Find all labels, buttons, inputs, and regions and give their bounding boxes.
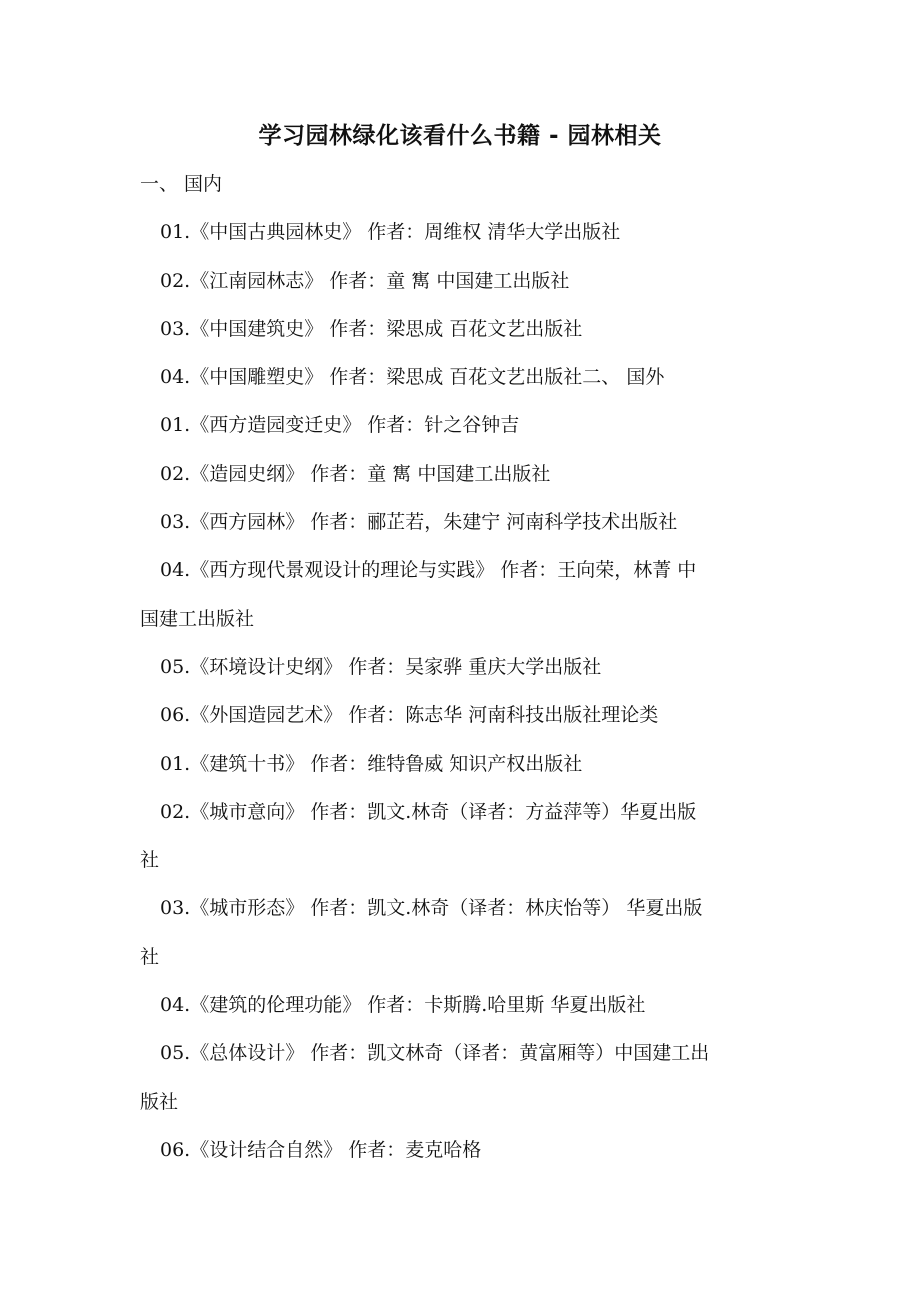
book-entry: 06.《设计结合自然》 作者：麦克哈格 — [160, 1138, 482, 1161]
book-entry: 02.《城市意向》 作者：凯文.林奇（译者：方益萍等）华夏出版 — [160, 800, 697, 823]
document-title: 学习园林绿化该看什么书籍 - 园林相关 — [258, 123, 662, 149]
book-entry-continuation: 社 — [140, 945, 160, 968]
book-entry: 04.《中国雕塑史》 作者：梁思成 百花文艺出版社二、 国外 — [160, 366, 665, 389]
book-entry: 03.《西方园林》 作者：郦芷若，朱建宁 河南科学技术出版社 — [160, 511, 678, 534]
document-body — [140, 160, 790, 1174]
book-entry: 04.《建筑的伦理功能》 作者：卡斯腾.哈里斯 华夏出版社 — [160, 994, 646, 1017]
book-entry: 01.《西方造园变迁史》 作者：针之谷钟吉 — [160, 414, 520, 437]
book-entry: 06.《外国造园艺术》 作者：陈志华 河南科技出版社理论类 — [160, 704, 659, 727]
book-entry: 02.《江南园林志》 作者：童 寯 中国建工出版社 — [160, 269, 570, 292]
book-entry: 05.《环境设计史纲》 作者：吴家骅 重庆大学出版社 — [160, 655, 602, 678]
book-entry-continuation: 版社 — [140, 1090, 179, 1113]
book-entry: 03.《城市形态》 作者：凯文.林奇（译者：林庆怡等） 华夏出版 — [160, 897, 703, 920]
book-entry: 05.《总体设计》 作者：凯文林奇（译者：黄富厢等）中国建工出 — [160, 1042, 710, 1065]
book-entry: 01.《建筑十书》 作者：维特鲁威 知识产权出版社 — [160, 752, 583, 775]
book-entry-continuation: 社 — [140, 849, 160, 872]
book-entry: 01.《中国古典园林史》 作者：周维权 清华大学出版社 — [160, 221, 621, 244]
book-entry: 03.《中国建筑史》 作者：梁思成 百花文艺出版社 — [160, 317, 583, 340]
book-entry: 04.《西方现代景观设计的理论与实践》 作者：王向荣，林菁 中 — [160, 559, 697, 582]
book-entry-continuation: 国建工出版社 — [140, 607, 255, 630]
section-heading-domestic: 一、 国内 — [140, 173, 223, 195]
book-entry: 02.《造园史纲》 作者：童 寯 中国建工出版社 — [160, 462, 551, 485]
